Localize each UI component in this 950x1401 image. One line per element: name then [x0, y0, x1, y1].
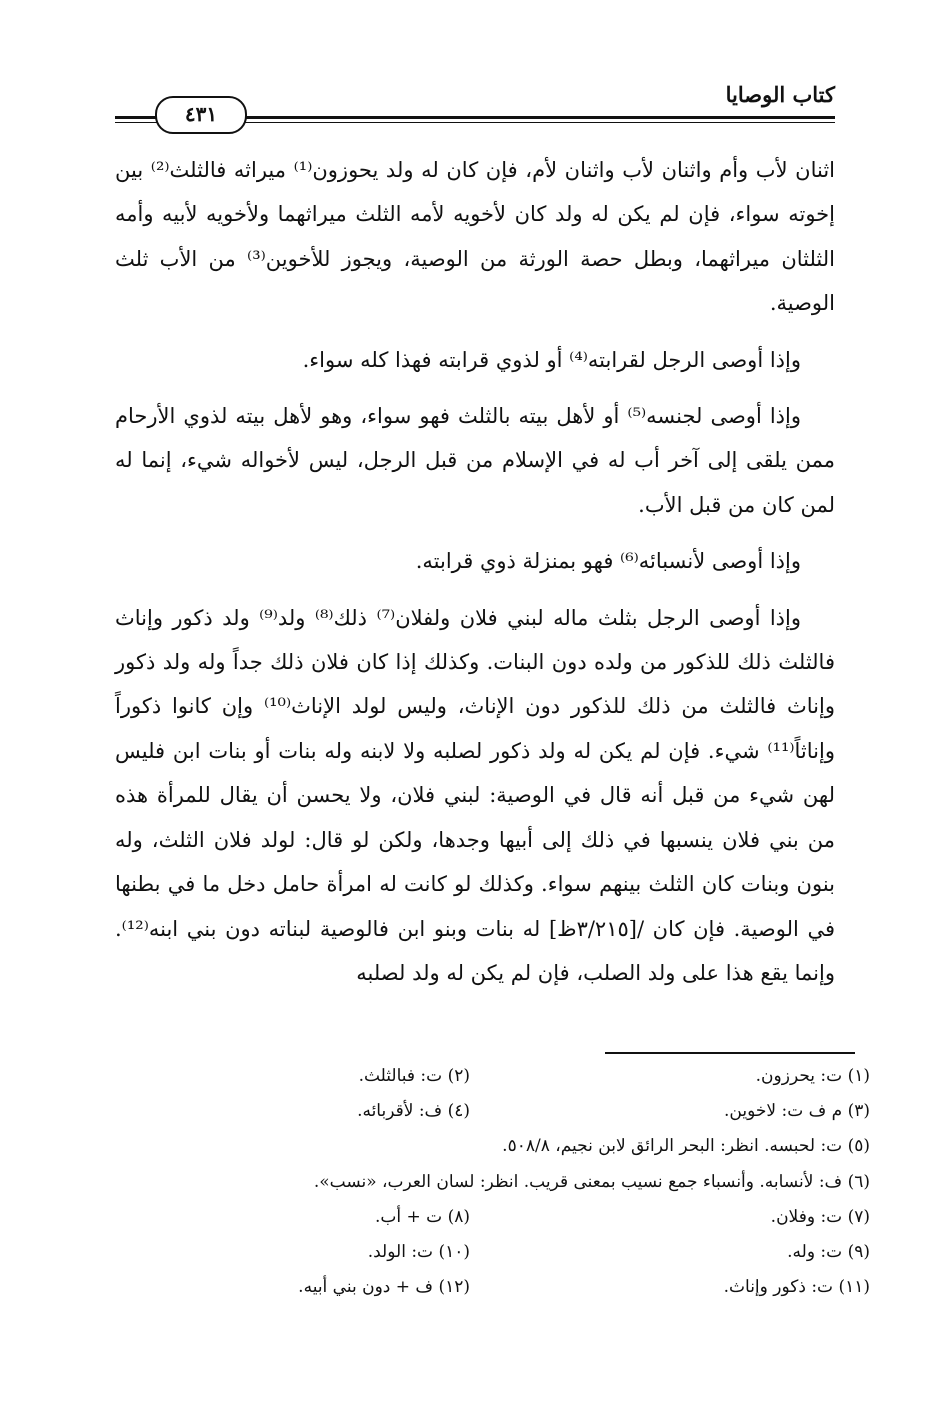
chapter-title: كتاب الوصايا [725, 82, 835, 107]
main-text [115, 148, 835, 1007]
footnote-row [170, 1207, 870, 1242]
footnote-1: (١) ت: يحرزون. [755, 1066, 870, 1086]
paragraph-5: وإذا أوصى الرجل بثلث ماله لبني فلان ولفلان⁽⁷⁾ ذلك⁽⁸⁾ ولد⁽⁹⁾ ولد ذكور وإناث فالثلث ذلك للذكور من ولده دون البنات. وكذلك إذا كان فلان ذلك جداً وله ولد ذكور وإناث فالثلث من ذلك للذكور دون الإناث، وليس لولد الإناث⁽¹⁰⁾ وإن كانوا ذكوراً وإناثاً⁽¹¹⁾ شيء. فإن لم يكن له ولد ذكور لصلبه ولا لابنه وله بنات أو بنات ابن فليس لهن شيء من قبل أنه قال في الوصية: لبني فلان، ولا يحسن أن يقال للمرأة هذه من بني فلان ينسبها في ذلك إلى أبيها وجدها، ولكن لو قال: لولد فلان الثلث، وله بنون وبنات كان الثلث بينهم سواء. وكذلك لو كانت له امرأة حامل دخل ما في بطنها في الوصية. فإن كان /[٣/٢١٥ظ] له بنات وبنو ابن فالوصية لبناته دون بني ابنه⁽¹²⁾. وإنما يقع هذا على ولد الصلب، فإن لم يكن له ولد لصلبه [115, 605, 836, 985]
footnote-row [170, 1136, 870, 1171]
page-number-badge: ٤٣١ [155, 96, 247, 134]
paragraph-4: وإذا أوصى لأنسبائه⁽⁶⁾ فهو بمنزلة ذوي قرابته. [415, 549, 801, 574]
footnote-9: (٩) ت: وله. [787, 1241, 870, 1262]
footnote-11: (١١) ت: ذكور وإناث. [723, 1277, 870, 1298]
footnote-row [170, 1172, 870, 1207]
footnote-6: (٦) ف: لأنسابه. وأنسباء جمع نسيب بمعنى قريب. انظر: لسان العرب، «نسب». [313, 1171, 870, 1192]
footnote-row [170, 1066, 870, 1101]
footnote-row [170, 1277, 870, 1312]
paragraph-1: اثنان لأب وأم واثنان لأب واثنان لأم، فإن كان له ولد يحوزون⁽¹⁾ ميراثه فالثلث⁽²⁾ بين إخوته سواء، فإن لم يكن له ولد كان لأخويه لأمه الثلث ميراثهما ولأخويه لأبيه وأمه الثلثان ميراثهما، وبطل حصة الورثة من الوصية، ويجوز للأخوين⁽³⁾ من الأب ثلث الوصية. [115, 158, 835, 316]
paragraph-2: وإذا أوصى الرجل لقرابته⁽⁴⁾ أو لذوي قرابته فهذا كله سواء. [302, 347, 801, 372]
footnote-3: (٣) م ف ت: لاخوين. [724, 1101, 870, 1122]
footnote-7: (٧) ت: وفلان. [770, 1206, 870, 1227]
footnote-row [170, 1242, 870, 1277]
footnote-10: (١٠) ت: الولد. [367, 1241, 470, 1262]
footnote-4: (٤) ف: لأقربائه. [357, 1101, 470, 1122]
footnote-row [170, 1101, 870, 1136]
footnote-12: (١٢) ف + دون بني أبيه. [298, 1277, 470, 1298]
footnote-separator [605, 1052, 855, 1054]
page-header [115, 78, 835, 134]
footnote-8: (٨) ت + أب. [374, 1206, 470, 1227]
paragraph-3: وإذا أوصى لجنسه⁽⁵⁾ أو لأهل بيته بالثلث فهو سواء، وهو لأهل بيته لذوي الأرحام ممن يلقى إلى آخر أب له في الإسلام من قبل الرجل، ليس لأخواله شيء، إنما له لمن كان من قبل الأب. [115, 404, 835, 517]
footnotes [170, 1066, 870, 1312]
footnote-5: (٥) ت: لحبسه. انظر: البحر الرائق لابن نجيم، ٥٠٨/٨. [502, 1136, 870, 1157]
footnote-2: (٢) ت: فبالثلث. [358, 1066, 470, 1086]
